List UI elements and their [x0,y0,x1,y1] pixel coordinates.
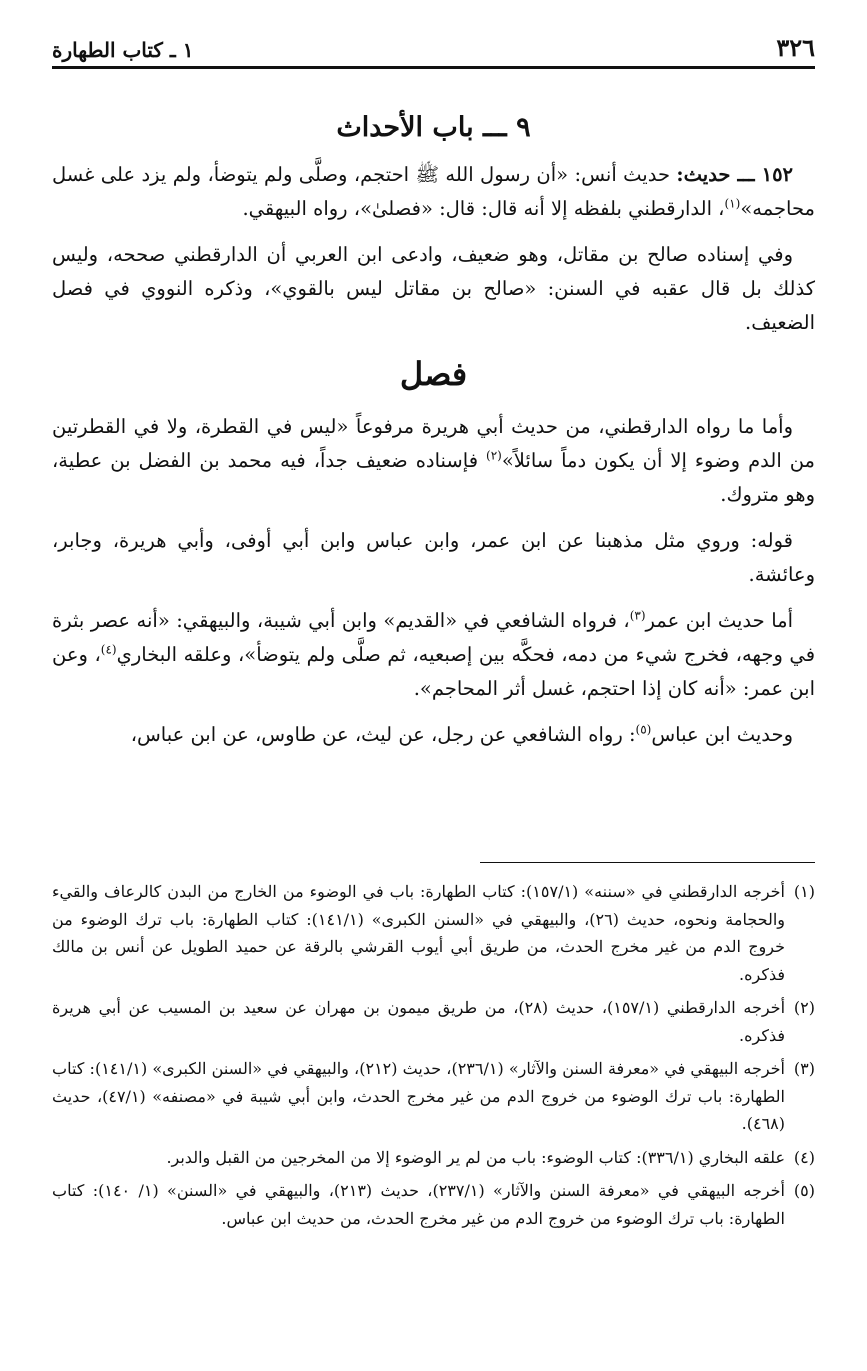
footnote-text: أخرجه البيهقي في «معرفة السنن والآثار» (٢٣٦/١)، حديث (٢١٢)، والبيهقي في «السنن الكبرى» (١٤١/١): كتاب الطهارة: باب ترك الوضوء من خروج الدم من غير مخرج الحدث، وابن أبي شيبة في «مصنفه» (٤٧/١)، حديث (٤٦٨). [52,1059,786,1133]
footnote-number: (٢) [793,998,815,1017]
text-segment: : رواه الشافعي عن رجل، عن ليث، عن طاوس، عن ابن عباس، [130,723,636,746]
footnote-number: (١) [793,882,815,901]
hadith-number: ١٥٢ ـــ حديث: [676,163,794,186]
footnote-item [52,1055,815,1138]
footnote-number: (٣) [793,1059,815,1078]
commentary-paragraph: وفي إسناده صالح بن مقاتل، وهو ضعيف، وادعى ابن العربي أن الدارقطني صححه، وليس كذلك بل قال عقبه في السنن: «صالح بن مقاتل ليس بالقوي»، وذكره النووي في فصل الضعيف. [52,243,815,334]
main-text [52,158,815,764]
hadith-paragraph [52,158,815,226]
footnote-text: أخرجه الدارقطني في «سننه» (١٥٧/١): كتاب الطهارة: باب في الوضوء من الخارج من البدن كالرعاف والقيء والحجامة ونحوه، حديث (٢٦)، والبيهقي في «السنن الكبرى» (١٤١/١): كتاب الطهارة: باب ترك الوضوء من خروج الدم من غير مخرج الحدث، من طريق أبي أيوب القرشي بالرقة عن حميد الطويل عن أنس بن مالك فذكره. [52,882,786,984]
text-segment: وأما ما رواه الدارقطني، من حديث أبي هريرة مرفوعاً «ليس في القطرة، ولا في القطرتين من الدم وضوء إلا أن يكون دماً سائلاً» [52,415,815,472]
commentary-paragraph [52,718,815,752]
footnote-text: علقه البخاري (٣٣٦/١): كتاب الوضوء: باب من لم ير الوضوء إلا من المخرجين من القبل والدبر. [166,1147,785,1167]
footnote-item [52,1177,815,1232]
text-segment: حديث أنس: «أن رسول الله ﷺ احتجم، وصلَّى ولم يتوضأ، ولم يزد على غسل محاجمه» [52,163,815,220]
footnote-ref[interactable]: (٣) [629,608,646,623]
text-segment: أما حديث ابن عمر [645,609,793,632]
footnote-text: أخرجه البيهقي في «معرفة السنن والآثار» (٢٣٧/١)، حديث (٢١٣)، والبيهقي في «السنن» (١/ ١٤٠): كتاب الطهارة: باب ترك الوضوء من خروج الدم من غير مخرج الحدث، من حديث ابن عباس. [52,1181,785,1228]
footnote-ref[interactable]: (١) [724,196,741,211]
text-segment: ، فرواه الشافعي في «القديم» وابن أبي شيبة، والبيهقي: «أنه عصر بثرة في وجهه، فخرج شيء من دمه، فحكَّه بين إصبعيه، ثم صلَّى ولم يتوضأ»، وعلقه البخاري [52,609,816,666]
running-head [52,30,815,69]
commentary-paragraph [52,604,815,706]
footnote-divider [480,862,815,863]
footnote-number: (٥) [793,1181,815,1200]
page-number: ٣٢٦ [776,33,815,62]
footnote-ref[interactable]: (٥) [635,722,652,737]
footnote-item [52,878,815,988]
footnote-item [52,1144,815,1172]
commentary-paragraph [52,410,815,512]
running-title: ١ ـ كتاب الطهارة [52,38,194,62]
text-segment: وحديث ابن عباس [651,723,793,746]
chapter-heading: ٩ ـــ باب الأحداث [336,112,531,143]
footnote-item [52,994,815,1049]
footnote-text: أخرجه الدارقطني (١٥٧/١)، حديث (٢٨)، من طريق ميمون بن مهران عن سعيد بن المسيب عن أبي هريرة فذكره. [52,998,786,1045]
footnote-number: (٤) [793,1147,815,1167]
footnotes [52,878,815,1238]
footnote-ref[interactable]: (٢) [486,448,502,463]
footnote-ref[interactable]: (٤) [100,642,117,657]
text-segment: ، وعن ابن عمر: «أنه كان إذا احتجم، غسل أثر المحاجم». [52,643,815,700]
text-segment: فإسناده ضعيف جداً، فيه محمد بن الفضل بن عطية، وهو متروك. [52,449,815,506]
section-heading: فصل [399,355,468,393]
commentary-paragraph: قوله: وروي مثل مذهبنا عن ابن عمر، وابن عباس وابن أبي أوفى، وأبي هريرة، وجابر، وعائشة. [52,529,815,586]
text-segment: ، الدارقطني بلفظه إلا أنه قال: قال: «فصلىٰ»، رواه البيهقي. [242,197,725,220]
